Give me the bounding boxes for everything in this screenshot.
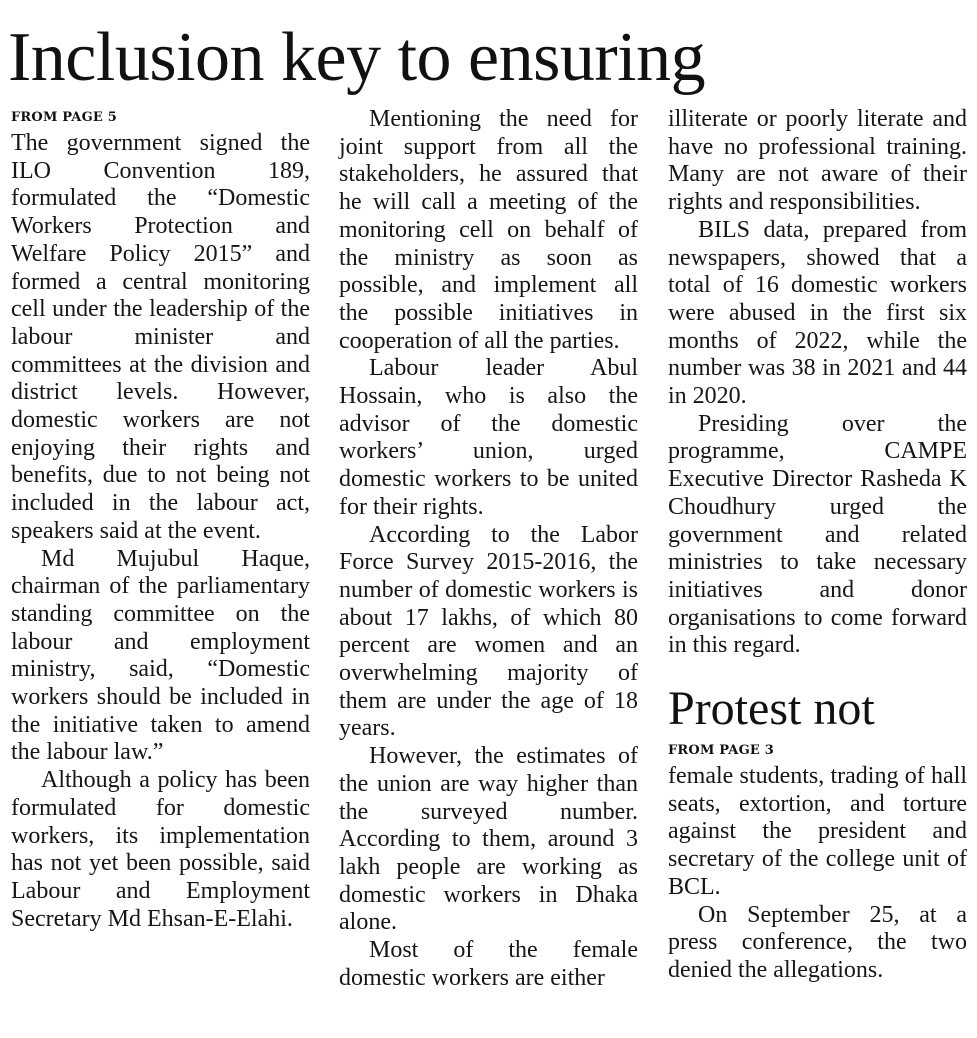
paragraph: Most of the female domestic workers are either bbox=[339, 937, 638, 991]
paragraph: female students, trading of hall seats, extortion, and torture against the president and secretary of the college unit of BCL. bbox=[668, 763, 967, 900]
paragraph: Although a policy has been formulated for domestic workers, its implementation has not yet been possible, said Labour and Employment Secretary Md Ehsan-E-Elahi. bbox=[11, 767, 310, 932]
paragraph: Presiding over the programme, CAMPE Executive Director Rasheda K Choudhury urged the government and related ministries to take necessary initiatives and donor organisations to come forward in this regard. bbox=[668, 410, 967, 659]
sub-headline: Protest not bbox=[668, 682, 875, 736]
paragraph: However, the estimates of the union are way higher than the surveyed number. According to them, around 3 lakh people are working as domestic workers in Dhaka alone. bbox=[339, 743, 638, 936]
paragraph: According to the Labor Force Survey 2015-2016, the number of domestic workers is about 17 lakhs, of which 80 percent are women and an overwhelming majority of them are under the age of 18 years. bbox=[339, 521, 638, 742]
paragraph: On September 25, at a press conference, the two denied the allegations. bbox=[668, 901, 967, 983]
paragraph: Labour leader Abul Hossain, who is also the advisor of the domestic workers’ union, urged domestic workers to be united for their rights. bbox=[339, 355, 638, 520]
column-3 bbox=[668, 106, 967, 985]
paragraph: BILS data, prepared from newspapers, showed that a total of 16 domestic workers were abused in the first six months of 2022, while the number was 38 in 2021 and 44 in 2020. bbox=[668, 216, 967, 410]
column-1 bbox=[11, 106, 310, 933]
column-2 bbox=[339, 106, 638, 993]
jump-label: FROM PAGE 3 bbox=[668, 743, 774, 759]
paragraph: The government signed the ILO Convention 189, formulated the “Domestic Workers Protection and Welfare Policy 2015” and formed a central monitoring cell under the leadership of the labour minister and committees at the division and district levels. However, domestic workers are not enjoying their rights and benefits, due to not being not included in the labour act, speakers said at the event. bbox=[11, 130, 310, 544]
headline: Inclusion key to ensuring bbox=[8, 19, 706, 96]
paragraph: Mentioning the need for joint support from all the stakeholders, he assured that he will call a meeting of the monitoring cell on behalf of the ministry as soon as possible, and implement all the possible initiatives in cooperation of all the parties. bbox=[339, 106, 638, 354]
paragraph: Md Mujubul Haque, chairman of the parliamentary standing committee on the labour and employment ministry, said, “Domestic workers should be included in the initiative taken to amend the labour law.” bbox=[11, 545, 310, 766]
jump-label: FROM PAGE 5 bbox=[11, 110, 117, 125]
paragraph-continued: illiterate or poorly literate and have no professional training. Many are not aware of their rights and responsibilities. bbox=[668, 106, 967, 216]
